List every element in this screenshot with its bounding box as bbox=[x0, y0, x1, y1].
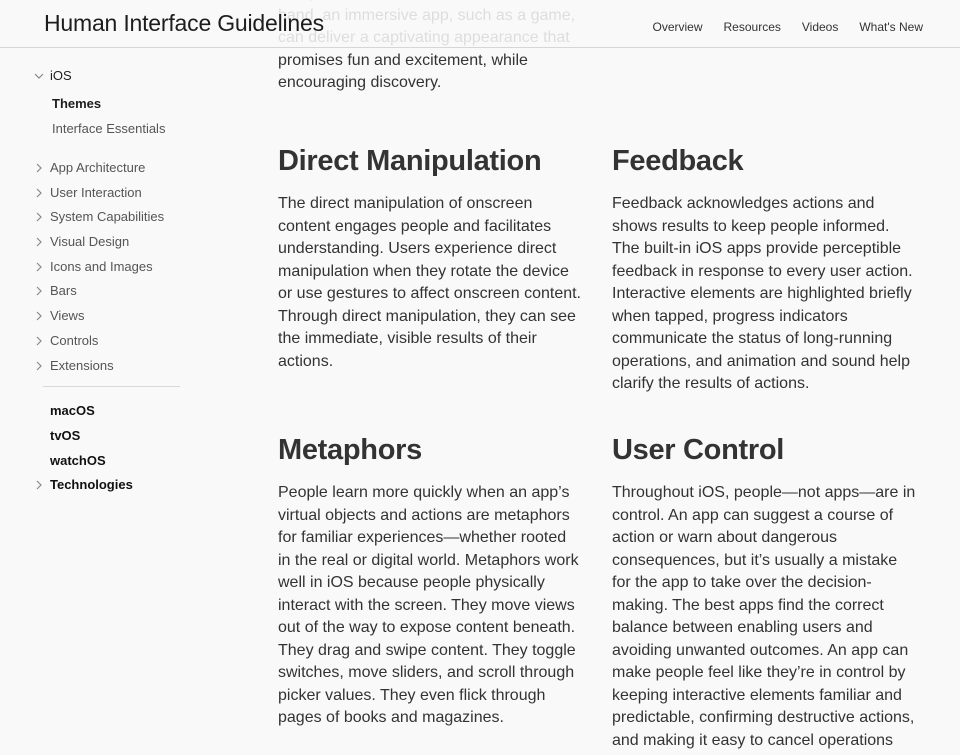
chevron-right-icon[interactable] bbox=[34, 236, 44, 248]
nav-videos[interactable]: Videos bbox=[801, 20, 839, 34]
sidebar-item-label: Views bbox=[50, 308, 85, 323]
section-heading: User Control bbox=[612, 434, 785, 466]
section-feedback bbox=[612, 144, 916, 396]
site-title[interactable]: Human Interface Guidelines bbox=[44, 10, 324, 36]
sidebar-item-label: Technologies bbox=[50, 477, 133, 492]
chevron-right-icon[interactable] bbox=[34, 162, 44, 174]
sidebar-item-label: Icons and Images bbox=[50, 259, 153, 274]
main-content bbox=[278, 0, 928, 755]
chevron-right-icon[interactable] bbox=[34, 261, 44, 273]
sidebar-item-label: iOS bbox=[50, 68, 72, 83]
chevron-right-icon[interactable] bbox=[34, 211, 44, 223]
section-heading: Feedback bbox=[612, 145, 744, 177]
chevron-down-icon[interactable] bbox=[34, 70, 44, 82]
nav-overview[interactable]: Overview bbox=[652, 20, 703, 34]
chevron-right-icon[interactable] bbox=[34, 335, 44, 347]
sidebar-item-label: Interface Essentials bbox=[52, 121, 166, 136]
section-metaphors bbox=[278, 433, 582, 730]
sidebar-divider bbox=[43, 386, 180, 387]
section-body: Throughout iOS, people—not apps—are in control. An app can suggest a course of action or warn about dangerous consequences, but it’s usually a mistake for the app to take over the decision-making. The best apps find the correct balance between enabling users and avoiding unwanted outcomes. An app can make people feel like they’re in control by keeping interactive elements familiar and predictable, confirming destructive actions, and making it easy to cancel operations bbox=[612, 484, 916, 749]
chevron-right-icon[interactable] bbox=[34, 360, 44, 372]
sidebar-item-label: Visual Design bbox=[50, 234, 130, 249]
sidebar-item-label: Controls bbox=[50, 333, 99, 348]
sidebar-item-label: watchOS bbox=[50, 453, 106, 468]
chevron-right-icon[interactable] bbox=[34, 310, 44, 322]
sidebar-item-label: System Capabilities bbox=[50, 209, 165, 224]
section-heading: Metaphors bbox=[278, 434, 422, 466]
sidebar-item-label: Bars bbox=[50, 283, 77, 298]
section-body: People learn more quickly when an app’s virtual objects and actions are metaphors for familiar experiences—whether rooted in the real or digital world. Metaphors work well in iOS because people physically interact with the screen. They move views out of the way to expose content beneath. They drag and swipe content. They toggle switches, move sliders, and scroll through picker values. They even flick through pages of books and magazines. bbox=[278, 484, 579, 726]
chevron-right-icon[interactable] bbox=[34, 285, 44, 297]
sidebar bbox=[0, 47, 230, 755]
chevron-right-icon[interactable] bbox=[34, 479, 44, 491]
section-heading: Direct Manipulation bbox=[278, 145, 542, 177]
section-body: Feedback acknowledges actions and shows results to keep people informed. The built-in iOS apps provide perceptible feedback in response to every user action. Interactive elements are highlighted briefly when tapped, progress indicators communicate the status of long-running operations, and animation and sound help clarify the results of actions. bbox=[612, 195, 913, 392]
intro-paragraph: promises fun and excitement, while encouraging discovery. bbox=[278, 51, 528, 91]
sidebar-item-label: User Interaction bbox=[50, 185, 142, 200]
chevron-right-icon[interactable] bbox=[34, 187, 44, 199]
top-nav bbox=[653, 20, 924, 34]
sidebar-item-label: macOS bbox=[50, 403, 95, 418]
nav-resources[interactable]: Resources bbox=[723, 20, 781, 34]
section-direct-manipulation bbox=[278, 144, 582, 373]
sidebar-item-label: App Architecture bbox=[50, 160, 146, 175]
nav-whats-new[interactable]: What's New bbox=[859, 20, 923, 34]
sidebar-item-label: tvOS bbox=[50, 428, 81, 443]
section-body: The direct manipulation of onscreen content engages people and facilitates understanding. Users experience direct manipulation when they rotate the device or use gestures to affect onscreen content. Through direct manipulation, they can see the immediate, visible results of their actions. bbox=[278, 195, 581, 370]
sidebar-item-label: Extensions bbox=[50, 358, 114, 373]
section-user-control bbox=[612, 433, 916, 752]
site-header bbox=[0, 0, 960, 48]
sidebar-item-label: Themes bbox=[52, 96, 102, 111]
